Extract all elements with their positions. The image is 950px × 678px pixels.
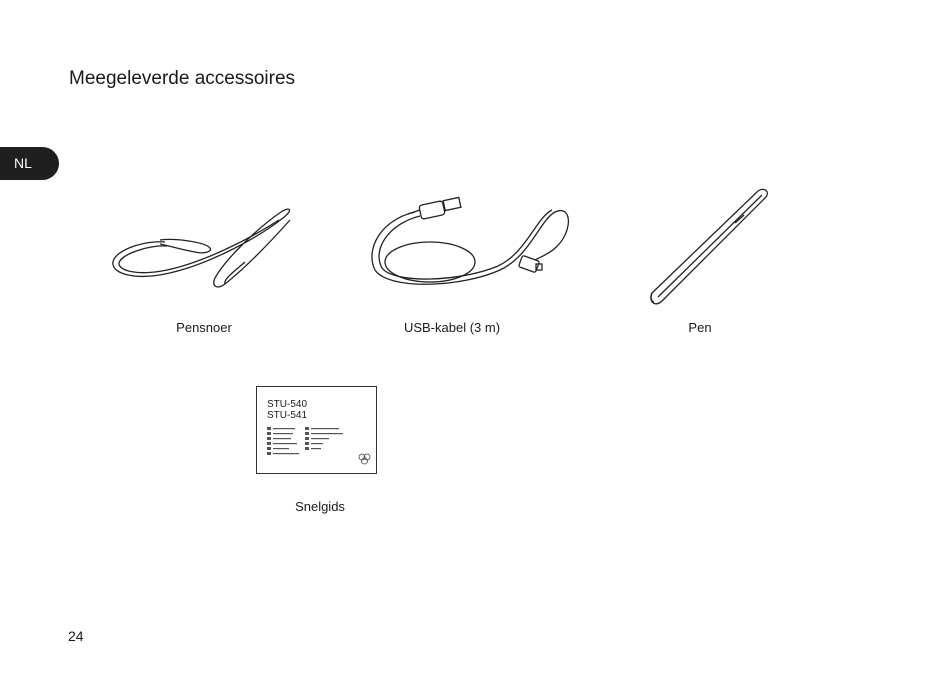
page-title: Meegeleverde accessoires xyxy=(69,68,296,89)
page-number: 24 xyxy=(68,628,84,644)
accessory-caption-pensnoer: Pensnoer xyxy=(176,320,232,335)
language-tab: NL xyxy=(0,147,59,180)
quick-guide-illustration xyxy=(256,386,377,474)
accessory-caption-snelgids: Snelgids xyxy=(295,499,345,514)
accessory-caption-pen: Pen xyxy=(688,320,712,335)
quick-guide-text-lines xyxy=(257,387,378,475)
model-name: STU-540 xyxy=(267,399,308,410)
accessory-caption-usb-kabel: USB-kabel (3 m) xyxy=(403,320,501,335)
pen-tether-illustration xyxy=(105,200,305,300)
usb-cable-illustration xyxy=(360,190,580,300)
model-name: STU-541 xyxy=(267,410,308,421)
pen-illustration xyxy=(640,185,780,310)
